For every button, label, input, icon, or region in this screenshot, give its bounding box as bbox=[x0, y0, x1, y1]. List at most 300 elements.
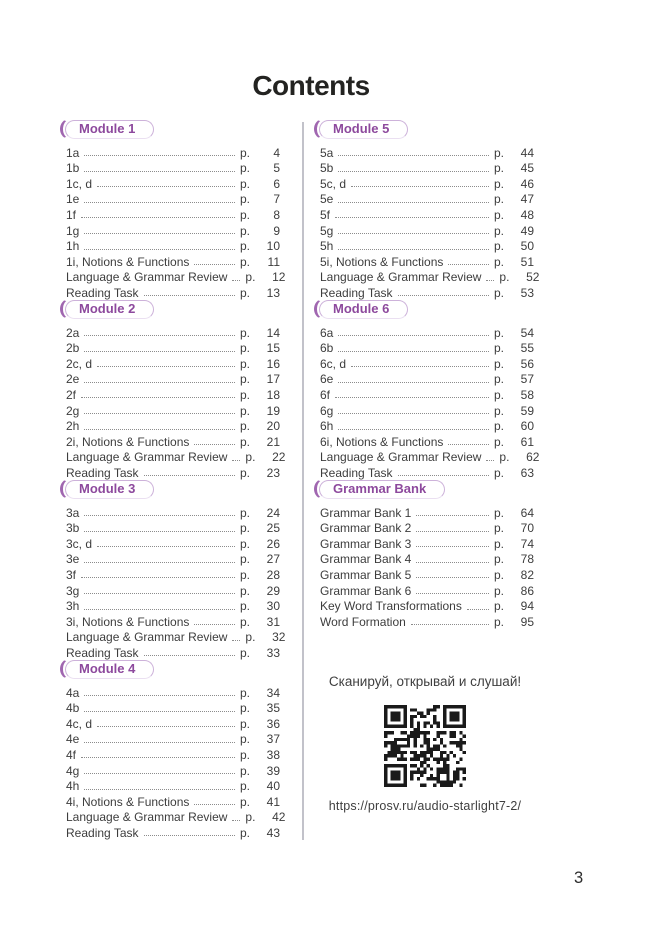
entry-page: 49 bbox=[520, 223, 534, 238]
dot-leader bbox=[416, 546, 489, 547]
page-abbrev: p. bbox=[494, 254, 505, 269]
toc-entry bbox=[320, 340, 534, 356]
entry-label: 6f bbox=[320, 387, 331, 402]
toc-entry bbox=[320, 402, 534, 418]
page-abbrev: p. bbox=[240, 341, 251, 356]
entry-label: 3e bbox=[66, 552, 80, 567]
entry-page: 53 bbox=[520, 285, 534, 300]
entry-label: 4g bbox=[66, 763, 80, 778]
dot-leader bbox=[84, 171, 235, 172]
page-abbrev: p. bbox=[240, 552, 251, 567]
toc-entry bbox=[66, 449, 286, 465]
entry-page: 48 bbox=[520, 207, 534, 222]
module-header-label: Grammar Bank bbox=[333, 481, 427, 496]
page-abbrev: p. bbox=[245, 810, 256, 825]
entry-label: 6a bbox=[320, 325, 334, 340]
entry-label: 2g bbox=[66, 403, 80, 418]
entry-page: 70 bbox=[520, 521, 534, 536]
page-abbrev: p. bbox=[245, 270, 256, 285]
entry-label: Reading Task bbox=[66, 465, 139, 480]
page-abbrev: p. bbox=[494, 192, 505, 207]
entry-label: 2e bbox=[66, 372, 80, 387]
entry-page: 86 bbox=[520, 583, 534, 598]
dot-leader bbox=[232, 280, 240, 281]
entry-page: 13 bbox=[266, 285, 280, 300]
toc-entry bbox=[66, 520, 280, 536]
dot-leader bbox=[448, 264, 489, 265]
toc-entry bbox=[320, 284, 534, 300]
entry-page: 59 bbox=[520, 403, 534, 418]
entry-page: 39 bbox=[266, 763, 280, 778]
page-abbrev: p. bbox=[240, 419, 251, 434]
page-abbrev: p. bbox=[245, 450, 256, 465]
toc-entry bbox=[66, 824, 280, 840]
qr-code-icon bbox=[384, 705, 466, 787]
entry-label: Language & Grammar Review bbox=[66, 810, 228, 825]
toc-rows bbox=[316, 144, 540, 300]
entry-label: 3g bbox=[66, 583, 80, 598]
page-abbrev: p. bbox=[240, 521, 251, 536]
entry-page: 61 bbox=[520, 434, 534, 449]
dot-leader bbox=[416, 531, 489, 532]
page-abbrev: p. bbox=[494, 207, 505, 222]
dot-leader bbox=[84, 789, 235, 790]
toc-entry bbox=[66, 535, 280, 551]
toc-entry bbox=[66, 418, 280, 434]
toc-entry bbox=[320, 464, 534, 480]
entry-page: 52 bbox=[526, 270, 540, 285]
dot-leader bbox=[84, 695, 235, 696]
entry-label: 2b bbox=[66, 341, 80, 356]
page-abbrev: p. bbox=[494, 161, 505, 176]
entry-page: 5 bbox=[273, 161, 280, 176]
entry-page: 17 bbox=[266, 372, 280, 387]
entry-label: 1i, Notions & Functions bbox=[66, 254, 190, 269]
entry-label: Grammar Bank 2 bbox=[320, 521, 412, 536]
module-header-label: Module 1 bbox=[79, 121, 136, 136]
toc-entry bbox=[66, 582, 280, 598]
entry-page: 7 bbox=[273, 192, 280, 207]
entry-label: 5h bbox=[320, 239, 334, 254]
toc-entry bbox=[66, 598, 280, 614]
toc-entry bbox=[320, 433, 534, 449]
dot-leader bbox=[411, 624, 489, 625]
dot-leader bbox=[81, 397, 235, 398]
toc-entry bbox=[66, 269, 286, 285]
dot-leader bbox=[84, 335, 235, 336]
toc-entry bbox=[66, 433, 280, 449]
toc-section bbox=[316, 120, 540, 300]
entry-page: 10 bbox=[266, 239, 280, 254]
entry-page: 28 bbox=[266, 567, 280, 582]
page-abbrev: p. bbox=[494, 567, 505, 582]
dot-leader bbox=[416, 515, 489, 516]
dot-leader bbox=[84, 351, 235, 352]
toc-entry bbox=[66, 684, 280, 700]
toc-entry bbox=[66, 731, 280, 747]
dot-leader bbox=[416, 577, 489, 578]
toc-entry bbox=[320, 269, 540, 285]
entry-page: 12 bbox=[272, 270, 286, 285]
entry-label: Reading Task bbox=[66, 285, 139, 300]
entry-label: Grammar Bank 5 bbox=[320, 567, 412, 582]
entry-label: 1g bbox=[66, 223, 80, 238]
toc-section bbox=[62, 120, 286, 300]
toc-entry bbox=[66, 700, 280, 716]
entry-page: 15 bbox=[266, 341, 280, 356]
scan-prompt-text: Сканируй, открывай и слушай! bbox=[328, 674, 522, 689]
entry-label: Language & Grammar Review bbox=[320, 450, 482, 465]
toc-entry bbox=[320, 418, 534, 434]
dot-leader bbox=[97, 366, 235, 367]
page-abbrev: p. bbox=[240, 794, 251, 809]
toc-entry bbox=[320, 144, 534, 160]
dot-leader bbox=[351, 186, 489, 187]
toc-section bbox=[62, 300, 286, 480]
dot-leader bbox=[232, 640, 240, 641]
entry-label: 1b bbox=[66, 161, 80, 176]
toc-rows bbox=[62, 144, 286, 300]
page-abbrev: p. bbox=[499, 450, 510, 465]
entry-page: 35 bbox=[266, 701, 280, 716]
toc-entry bbox=[320, 238, 534, 254]
page-abbrev: p. bbox=[494, 145, 505, 160]
dot-leader bbox=[416, 593, 489, 594]
dot-leader bbox=[335, 217, 489, 218]
entry-page: 58 bbox=[520, 387, 534, 402]
entry-page: 41 bbox=[266, 794, 280, 809]
entry-page: 42 bbox=[272, 810, 286, 825]
toc-entry bbox=[320, 449, 540, 465]
entry-label: Grammar Bank 4 bbox=[320, 552, 412, 567]
dot-leader bbox=[338, 202, 489, 203]
entry-page: 40 bbox=[266, 779, 280, 794]
entry-page: 82 bbox=[520, 567, 534, 582]
dot-leader bbox=[398, 475, 490, 476]
entry-label: 4f bbox=[66, 747, 77, 762]
entry-page: 9 bbox=[273, 223, 280, 238]
entry-page: 95 bbox=[520, 614, 534, 629]
entry-page: 36 bbox=[266, 716, 280, 731]
toc-rows bbox=[316, 324, 540, 480]
audio-url: https://prosv.ru/audio-starlight7-2/ bbox=[328, 799, 522, 813]
dot-leader bbox=[486, 280, 494, 281]
entry-label: Language & Grammar Review bbox=[66, 450, 228, 465]
page-abbrev: p. bbox=[240, 285, 251, 300]
entry-label: 1h bbox=[66, 239, 80, 254]
toc-entry bbox=[66, 144, 280, 160]
page-abbrev: p. bbox=[240, 465, 251, 480]
dot-leader bbox=[97, 726, 235, 727]
entry-page: 19 bbox=[266, 403, 280, 418]
page-abbrev: p. bbox=[494, 387, 505, 402]
toc-entry bbox=[66, 566, 280, 582]
dot-leader bbox=[144, 295, 236, 296]
entry-page: 62 bbox=[526, 450, 540, 465]
toc-entry bbox=[66, 284, 280, 300]
page-abbrev: p. bbox=[240, 254, 251, 269]
entry-label: 1a bbox=[66, 145, 80, 160]
toc-entry bbox=[66, 746, 280, 762]
entry-page: 29 bbox=[266, 583, 280, 598]
module-header-tab bbox=[65, 120, 154, 139]
page-abbrev: p. bbox=[499, 270, 510, 285]
entry-label: 5f bbox=[320, 207, 331, 222]
module-header-tab bbox=[65, 660, 154, 679]
entry-label: 3c, d bbox=[66, 536, 93, 551]
entry-label: Key Word Transformations bbox=[320, 599, 462, 614]
page-abbrev: p. bbox=[494, 614, 505, 629]
toc-entry bbox=[320, 371, 534, 387]
dot-leader bbox=[232, 460, 240, 461]
toc-column-right bbox=[316, 120, 540, 660]
entry-page: 74 bbox=[520, 536, 534, 551]
entry-label: Grammar Bank 3 bbox=[320, 536, 412, 551]
page-abbrev: p. bbox=[494, 536, 505, 551]
entry-page: 43 bbox=[266, 825, 280, 840]
toc-entry bbox=[320, 598, 534, 614]
entry-label: 3f bbox=[66, 567, 77, 582]
toc-entry bbox=[320, 324, 534, 340]
page-abbrev: p. bbox=[240, 685, 251, 700]
dot-leader bbox=[84, 593, 235, 594]
toc-entry bbox=[320, 175, 534, 191]
dot-leader bbox=[84, 233, 235, 234]
dot-leader bbox=[81, 217, 235, 218]
entry-page: 57 bbox=[520, 372, 534, 387]
page-abbrev: p. bbox=[240, 599, 251, 614]
entry-label: 4c, d bbox=[66, 716, 93, 731]
page-abbrev: p. bbox=[494, 325, 505, 340]
toc-entry bbox=[66, 340, 280, 356]
toc-section bbox=[62, 480, 286, 660]
toc-column-left bbox=[62, 120, 286, 840]
page-abbrev: p. bbox=[240, 536, 251, 551]
toc-entry bbox=[66, 371, 280, 387]
dot-leader bbox=[84, 202, 235, 203]
page-abbrev: p. bbox=[240, 192, 251, 207]
dot-leader bbox=[338, 413, 489, 414]
page-abbrev: p. bbox=[494, 403, 505, 418]
toc-rows bbox=[316, 504, 534, 629]
dot-leader bbox=[194, 624, 235, 625]
toc-section bbox=[62, 660, 286, 840]
dot-leader bbox=[338, 382, 489, 383]
entry-label: 5g bbox=[320, 223, 334, 238]
dot-leader bbox=[84, 249, 235, 250]
dot-leader bbox=[398, 295, 490, 296]
entry-page: 56 bbox=[520, 356, 534, 371]
page-abbrev: p. bbox=[245, 630, 256, 645]
entry-page: 26 bbox=[266, 536, 280, 551]
entry-label: 3h bbox=[66, 599, 80, 614]
entry-label: Word Formation bbox=[320, 614, 406, 629]
entry-page: 8 bbox=[273, 207, 280, 222]
entry-page: 27 bbox=[266, 552, 280, 567]
module-header-label: Module 6 bbox=[333, 301, 390, 316]
entry-label: 4b bbox=[66, 701, 80, 716]
dot-leader bbox=[351, 366, 489, 367]
toc-entry bbox=[66, 762, 280, 778]
entry-page: 11 bbox=[267, 254, 280, 269]
entry-page: 38 bbox=[266, 747, 280, 762]
entry-label: 2h bbox=[66, 419, 80, 434]
toc-entry bbox=[66, 551, 280, 567]
page-abbrev: p. bbox=[240, 145, 251, 160]
entry-label: 3a bbox=[66, 505, 80, 520]
entry-label: 6b bbox=[320, 341, 334, 356]
page-abbrev: p. bbox=[240, 161, 251, 176]
entry-page: 34 bbox=[266, 685, 280, 700]
entry-page: 94 bbox=[520, 599, 534, 614]
entry-label: 5c, d bbox=[320, 176, 347, 191]
entry-label: 1f bbox=[66, 207, 77, 222]
toc-entry bbox=[66, 238, 280, 254]
page-abbrev: p. bbox=[240, 716, 251, 731]
dot-leader bbox=[194, 264, 235, 265]
entry-label: 5a bbox=[320, 145, 334, 160]
toc-rows bbox=[62, 324, 286, 480]
module-header-label: Module 3 bbox=[79, 481, 136, 496]
entry-page: 22 bbox=[272, 450, 286, 465]
entry-label: 1c, d bbox=[66, 176, 93, 191]
entry-page: 44 bbox=[520, 145, 534, 160]
dot-leader bbox=[338, 335, 489, 336]
dot-leader bbox=[194, 804, 235, 805]
toc-rows bbox=[62, 504, 286, 660]
page-abbrev: p. bbox=[240, 356, 251, 371]
toc-entry bbox=[320, 551, 534, 567]
entry-label: 3b bbox=[66, 521, 80, 536]
toc-rows bbox=[62, 684, 286, 840]
toc-entry bbox=[320, 613, 534, 629]
entry-label: Reading Task bbox=[66, 645, 139, 660]
dot-leader bbox=[144, 655, 236, 656]
toc-entry bbox=[66, 793, 280, 809]
toc-entry bbox=[66, 613, 280, 629]
entry-page: 55 bbox=[520, 341, 534, 356]
entry-page: 50 bbox=[520, 239, 534, 254]
entry-label: 4i, Notions & Functions bbox=[66, 794, 190, 809]
toc-entry bbox=[320, 520, 534, 536]
page-abbrev: p. bbox=[240, 701, 251, 716]
entry-page: 51 bbox=[520, 254, 534, 269]
toc-entry bbox=[66, 324, 280, 340]
toc-entry bbox=[320, 535, 534, 551]
dot-leader bbox=[81, 577, 235, 578]
entry-page: 32 bbox=[272, 630, 286, 645]
toc-entry bbox=[320, 386, 534, 402]
dot-leader bbox=[84, 609, 235, 610]
dot-leader bbox=[84, 562, 235, 563]
toc-entry bbox=[66, 644, 280, 660]
dot-leader bbox=[416, 562, 489, 563]
entry-label: Reading Task bbox=[320, 285, 393, 300]
toc-entry bbox=[66, 253, 280, 269]
entry-page: 78 bbox=[520, 552, 534, 567]
module-header-tab bbox=[65, 300, 154, 319]
entry-page: 21 bbox=[266, 434, 280, 449]
entry-page: 60 bbox=[520, 419, 534, 434]
dot-leader bbox=[84, 382, 235, 383]
entry-label: 2i, Notions & Functions bbox=[66, 434, 190, 449]
page-abbrev: p. bbox=[240, 614, 251, 629]
toc-entry bbox=[320, 222, 534, 238]
page-abbrev: p. bbox=[494, 434, 505, 449]
page-abbrev: p. bbox=[240, 434, 251, 449]
entry-page: 4 bbox=[273, 145, 280, 160]
dot-leader bbox=[84, 413, 235, 414]
page-abbrev: p. bbox=[240, 779, 251, 794]
entry-label: 5b bbox=[320, 161, 334, 176]
toc-entry bbox=[66, 206, 280, 222]
toc-entry bbox=[66, 778, 280, 794]
toc-entry bbox=[320, 253, 534, 269]
toc-entry bbox=[66, 175, 280, 191]
page-abbrev: p. bbox=[240, 223, 251, 238]
dot-leader bbox=[338, 249, 489, 250]
entry-label: Language & Grammar Review bbox=[320, 270, 482, 285]
page-abbrev: p. bbox=[494, 583, 505, 598]
entry-label: 4h bbox=[66, 779, 80, 794]
entry-label: 6c, d bbox=[320, 356, 347, 371]
module-header-tab bbox=[319, 300, 408, 319]
entry-label: Grammar Bank 6 bbox=[320, 583, 412, 598]
entry-label: 6e bbox=[320, 372, 334, 387]
page-abbrev: p. bbox=[494, 505, 505, 520]
entry-label: 5i, Notions & Functions bbox=[320, 254, 444, 269]
page-abbrev: p. bbox=[494, 341, 505, 356]
dot-leader bbox=[84, 531, 235, 532]
entry-page: 6 bbox=[273, 176, 280, 191]
entry-page: 31 bbox=[266, 614, 280, 629]
module-header-label: Module 4 bbox=[79, 661, 136, 676]
page-abbrev: p. bbox=[240, 403, 251, 418]
page-abbrev: p. bbox=[240, 207, 251, 222]
dot-leader bbox=[338, 429, 489, 430]
page-abbrev: p. bbox=[494, 521, 505, 536]
page-title: Contents bbox=[252, 70, 370, 101]
page-abbrev: p. bbox=[240, 567, 251, 582]
entry-page: 18 bbox=[266, 387, 280, 402]
toc-entry bbox=[66, 809, 286, 825]
entry-page: 63 bbox=[520, 465, 534, 480]
page-abbrev: p. bbox=[240, 325, 251, 340]
toc-entry bbox=[66, 504, 280, 520]
page-abbrev: p. bbox=[494, 285, 505, 300]
entry-label: Reading Task bbox=[320, 465, 393, 480]
entry-page: 30 bbox=[266, 599, 280, 614]
entry-page: 46 bbox=[520, 176, 534, 191]
page-abbrev: p. bbox=[240, 763, 251, 778]
toc-entry bbox=[66, 160, 280, 176]
entry-label: 6g bbox=[320, 403, 334, 418]
entry-label: Language & Grammar Review bbox=[66, 630, 228, 645]
page-abbrev: p. bbox=[494, 356, 505, 371]
toc-entry bbox=[66, 715, 280, 731]
entry-page: 23 bbox=[266, 465, 280, 480]
module-header-tab bbox=[319, 120, 408, 139]
dot-leader bbox=[84, 155, 235, 156]
page-number: 3 bbox=[574, 869, 584, 887]
toc-section bbox=[316, 300, 540, 480]
toc-entry bbox=[66, 464, 280, 480]
page-abbrev: p. bbox=[240, 176, 251, 191]
dot-leader bbox=[338, 171, 489, 172]
toc-entry bbox=[320, 582, 534, 598]
dot-leader bbox=[84, 711, 235, 712]
dot-leader bbox=[232, 820, 240, 821]
